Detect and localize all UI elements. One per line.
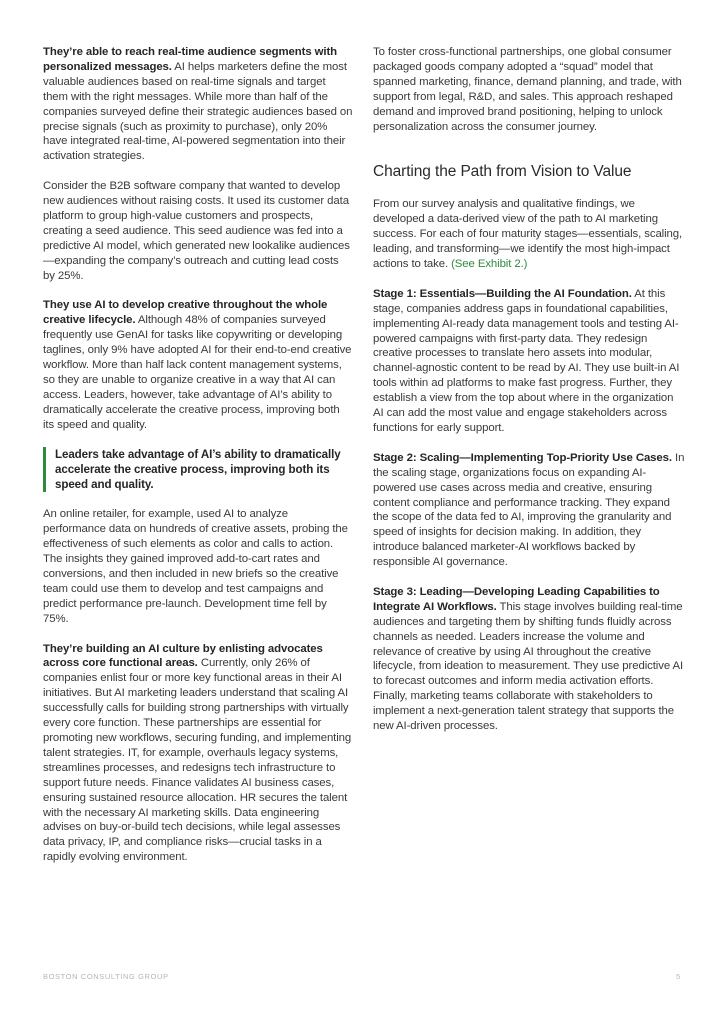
- lead-creative-lifecycle: They use AI to develop creative throughout the whole creative lifecycle.: [43, 299, 328, 327]
- body-stage-3: This stage involves building real-time audiences and targeting them by shifting funds fluidly across channels as needed. Leaders increase the volume and relevance of creative by using AI throughout the creative lifecycle, from ideation to measurement. They use predictive AI to forecast outcomes and inform media activation efforts. Finally, marketing teams collaborate with stakeholders to implement a next-generation talent strategy that supports the new AI-driven processes.: [373, 600, 684, 733]
- footer-org-name: BOSTON CONSULTING GROUP: [43, 972, 169, 981]
- body-maturity-stages: From our survey analysis and qualitative findings, we developed a data-derived view of the path to AI marketing success. For each of four maturity stages—essentials, scaling, leading, and transforming—we identify the most high-impact actions to take.: [373, 198, 683, 271]
- paragraph-stage-1: [373, 287, 685, 436]
- paragraph-creative-lifecycle: [43, 298, 353, 432]
- paragraph-stage-3: [373, 585, 685, 734]
- paragraph-audience-segments: [43, 45, 353, 164]
- lead-ai-culture: They’re building an AI culture by enlisting advocates across core functional areas.: [43, 642, 323, 670]
- section-heading: Charting the Path from Vision to Value: [373, 163, 632, 181]
- pull-quote: Leaders take advantage of AI’s ability to dramatically accelerate the creative process, improving both its speed and quality.: [43, 447, 353, 492]
- left-column: [43, 45, 353, 880]
- lead-stage-1: Stage 1: Essentials—Building the AI Foundation.: [373, 287, 632, 300]
- right-column: [373, 45, 685, 749]
- paragraph-ai-culture: [43, 642, 353, 866]
- page-number: 5: [676, 972, 681, 981]
- paragraph-maturity-stages: [373, 197, 685, 272]
- paragraph-stage-2: [373, 451, 685, 570]
- body-stage-1: At this stage, companies address gaps in foundational capabilities, implementing AI-ready data management tools and testing AI-powered campaigns with first-party data. They redesign creative processes to translate hero assets into modular, channel-agnostic content to be read by AI. They use built-in AI tools within ad platforms to make fast progress. Further, they establish a view from the top about where in the organization AI can add the most value and engage stakeholders across functions for early support.: [373, 287, 680, 435]
- lead-audience-segments: They’re able to reach real-time audience segments with personalized messages.: [43, 46, 338, 73]
- body-audience-segments: AI helps marketers define the most valuable audiences based on real-time signals and target them with the right messages. While more than half of the companies surveyed define their strategic audiences based on precise signals (such as proximity to purchase), only 20% have integrated real-time, AI-powered segmentation into their activation strategies.: [43, 60, 353, 163]
- body-stage-2: In the scaling stage, organizations focus on expanding AI-powered use cases across media and creative, ensuring content compliance and performance tracking. They expand the scope of the data fed to AI, improving the granularity and speed of insights for decision making. In addition, they introduce balanced marketer-AI workflows backed by responsible AI governance.: [373, 451, 685, 569]
- body-creative-lifecycle: Although 48% of companies surveyed frequently use GenAI for tasks like copywriting or developing taglines, only 9% have adopted AI for their end-to-end creative workflow. More than half lack content management systems, so they are unable to organize creative in a way that AI can access. Leaders, however, take advantage of AI’s ability to dramatically accelerate the creative process, improving both its speed and quality.: [43, 314, 352, 431]
- lead-stage-2: Stage 2: Scaling—Implementing Top-Priority Use Cases.: [373, 451, 672, 464]
- lead-stage-3: Stage 3: Leading—Developing Leading Capabilities to Integrate AI Workflows.: [373, 585, 660, 613]
- paragraph-squad-model: To foster cross-functional partnerships, one global consumer packaged goods company adopted a “squad” model that spanned marketing, finance, demand planning, and trade, with support from legal, R&D, and sales. This approach reshaped demand and improved brand positioning, helping to unlock personalization across the consumer journey.: [373, 46, 682, 133]
- paragraph-b2b-example: Consider the B2B software company that wanted to develop new audiences without raising costs. It used its customer data platform to group high-value customers and prospects, creating a seed audience. This seed audience was fed into a predictive AI model, which generated new lookalike audiences—expanding the company’s outreach and cutting lead costs by 25%.: [43, 180, 350, 282]
- body-ai-culture: Currently, only 26% of companies enlist four or more key functional areas in their AI initiatives. But AI marketing leaders understand that scaling AI successfully calls for building strong partnerships with virtually every core function. These partnerships are essential for promoting new workflows, securing funding, and implementing talent strategies. IT, for example, overhauls legacy systems, streamlines processes, and redesigns tech infrastructure to support future needs. Finance validates AI business cases, ensuring sustained resource allocation. HR secures the talent with the necessary AI marketing skills. Data engineering advises on buy-or-build tech decisions, while legal assesses data privacy, IP, and compliance risks—crucial tasks in a rapidly evolving environment.: [43, 657, 352, 864]
- exhibit-link[interactable]: (See Exhibit 2.): [451, 258, 528, 271]
- paragraph-retailer-example: An online retailer, for example, used AI to analyze performance data on hundreds of creative assets, probing the effectiveness of such elements as color and calls to action. The insights they gained improved add-to-cart rates and conversions, and then included in new briefs so the creative team could use them to develop and test campaigns and predict performance pre-launch. Development time fell by 75%.: [43, 508, 348, 625]
